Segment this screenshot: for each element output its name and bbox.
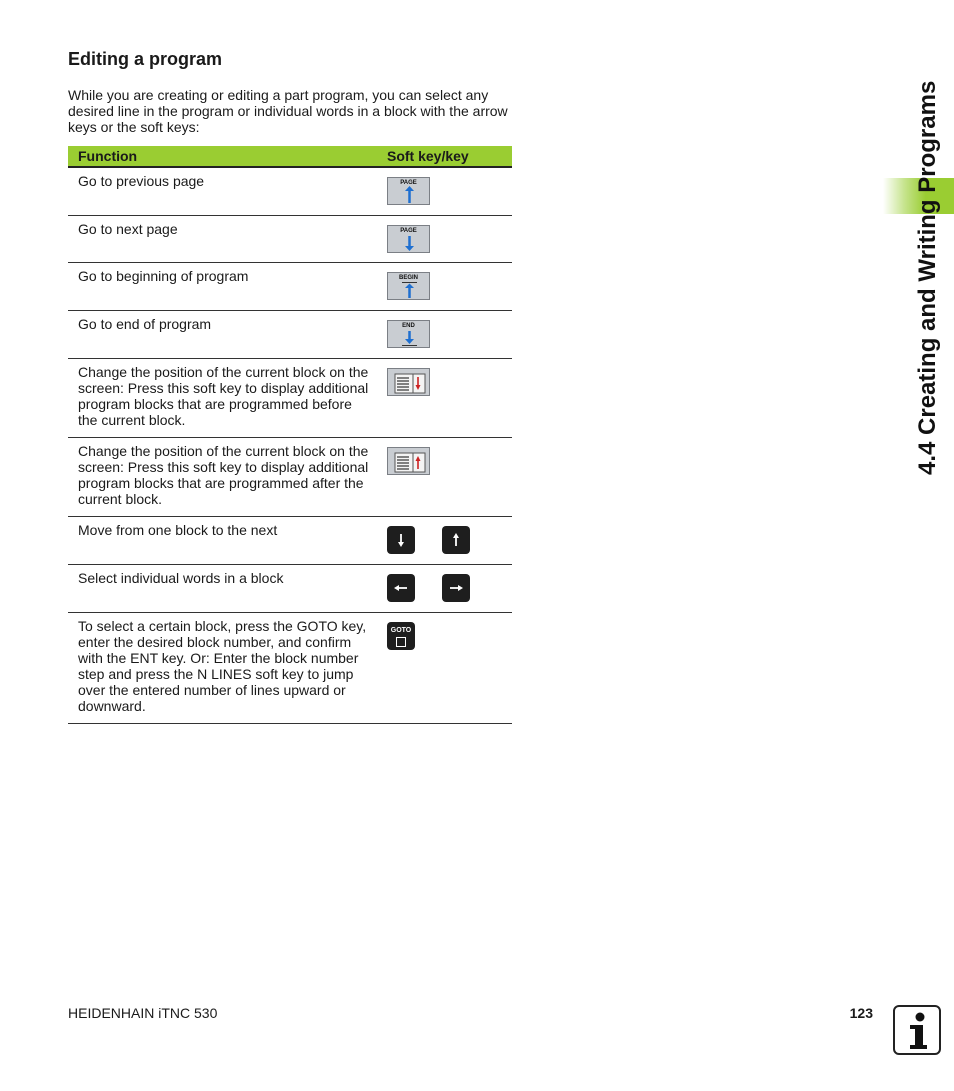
- arrow-left-key-icon[interactable]: [387, 574, 415, 602]
- arrow-up-glyph: [442, 526, 470, 554]
- table-row-move-block: [68, 517, 512, 565]
- goto-key-label: GOTO: [390, 627, 412, 634]
- softkey-label: END: [402, 323, 415, 329]
- arrow-down-icon: [388, 226, 431, 254]
- row-text: Move from one block to the next: [78, 522, 278, 538]
- begin-softkey-icon[interactable]: [387, 272, 430, 300]
- table-row-end: [68, 311, 512, 359]
- softkey-label: PAGE: [400, 180, 417, 186]
- softkey-label: BEGIN: [398, 275, 418, 281]
- block-list-up-icon: [388, 448, 431, 476]
- scroll-after-softkey-icon[interactable]: [387, 447, 430, 475]
- page-down-softkey-icon[interactable]: [387, 225, 430, 253]
- block-list-down-icon: [388, 369, 431, 397]
- row-text: Go to previous page: [78, 173, 205, 189]
- header-softkey: Soft key/key: [387, 148, 469, 164]
- softkey-label: PAGE: [400, 228, 417, 234]
- table-row-scroll-before: [68, 359, 512, 438]
- goto-square-icon: [396, 637, 406, 647]
- arrow-right-key-icon[interactable]: [442, 574, 470, 602]
- page-number: 123: [849, 1005, 873, 1021]
- header-function: Function: [78, 148, 138, 164]
- chapter-title: 4.4 Creating and Writing Programs: [914, 80, 941, 475]
- arrow-up-key-icon[interactable]: [442, 526, 470, 554]
- end-softkey-icon[interactable]: [387, 320, 430, 348]
- intro-text: While you are creating or editing a part program, you can select any desired line in the program or individual words in a block with the arrow keys or the soft keys:: [68, 87, 508, 135]
- row-text: Change the position of the current block on the screen: Press this soft key to display additional program blocks that are programmed before the current block.: [78, 364, 369, 428]
- row-text: Go to beginning of program: [78, 268, 249, 284]
- row-text: Change the position of the current block on the screen: Press this soft key to display additional program blocks that are programmed after the current block.: [78, 443, 369, 507]
- table-row-begin: [68, 263, 512, 311]
- arrow-up-icon: [388, 178, 431, 206]
- table-header: [68, 146, 512, 168]
- row-text: Go to next page: [78, 221, 178, 237]
- arrow-down-key-icon[interactable]: [387, 526, 415, 554]
- function-table: [68, 146, 512, 724]
- footer-product: HEIDENHAIN iTNC 530: [68, 1005, 218, 1021]
- arrow-right-glyph: [442, 574, 470, 602]
- table-row-next-page: [68, 216, 512, 263]
- scroll-before-softkey-icon[interactable]: [387, 368, 430, 396]
- row-text: Go to end of program: [78, 316, 212, 332]
- table-row-scroll-after: [68, 438, 512, 517]
- arrow-down-glyph: [387, 526, 415, 554]
- arrow-down-bar-icon: [388, 321, 431, 349]
- table-row-previous-page: [68, 168, 512, 216]
- table-row-goto: [68, 613, 512, 724]
- info-icon: [893, 1005, 941, 1055]
- arrow-up-bar-icon: [388, 273, 431, 301]
- section-title: Editing a program: [68, 49, 223, 69]
- info-glyph: [895, 1007, 939, 1053]
- table-row-select-words: [68, 565, 512, 613]
- goto-key-icon[interactable]: [387, 622, 415, 650]
- row-text: Select individual words in a block: [78, 570, 284, 586]
- arrow-left-glyph: [387, 574, 415, 602]
- row-text: To select a certain block, press the GOTO key, enter the desired block number, and confirm with the ENT key. Or: Enter the block number step and press the N LINES soft key to jump over the entered number of lines upward or downward.: [78, 618, 367, 714]
- page-up-softkey-icon[interactable]: [387, 177, 430, 205]
